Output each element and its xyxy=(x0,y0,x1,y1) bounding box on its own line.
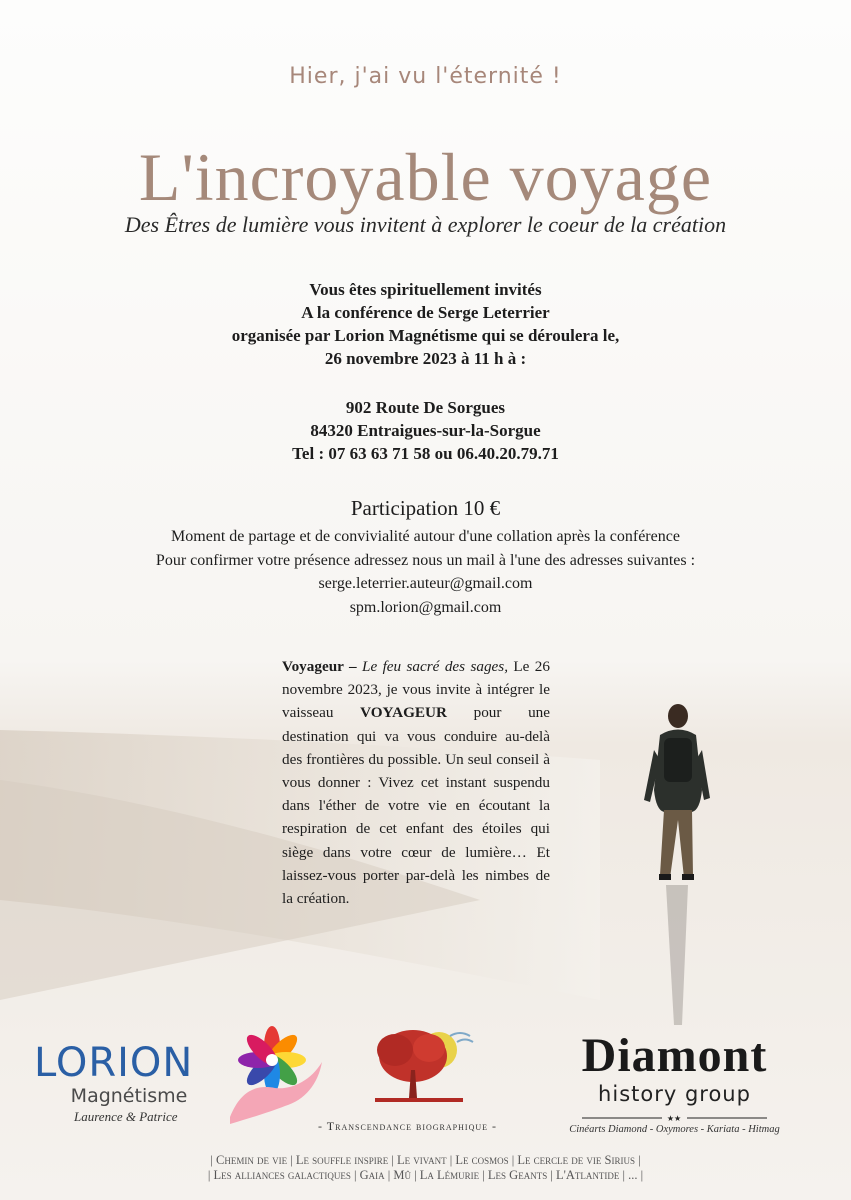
address-line: 902 Route De Sorgues xyxy=(345,398,506,417)
address-block xyxy=(0,396,851,465)
page-title: L'incroyable voyage xyxy=(138,139,713,215)
invitation-line: A la conférence de Serge Leterrier xyxy=(301,303,550,322)
email-link[interactable]: serge.leterrier.auteur@gmail.com xyxy=(318,575,533,592)
story-paragraph xyxy=(282,655,550,910)
lorion-names: Laurence & Patrice xyxy=(74,1109,178,1124)
divider-stars-icon xyxy=(582,1114,767,1122)
lorion-wordmark: LORION xyxy=(34,1040,194,1086)
story-vessel: VOYAGEUR xyxy=(360,704,447,722)
magnetisme-wordmark: Magnétisme xyxy=(70,1085,188,1107)
lorion-logo xyxy=(34,1042,224,1125)
diamont-logo xyxy=(552,1030,797,1135)
details-block xyxy=(0,525,851,619)
invitation-line: 26 novembre 2023 à 11 h à : xyxy=(324,349,527,368)
invitation-line: organisée par Lorion Magnétisme qui se déroulera le, xyxy=(231,326,620,345)
participation-price: Participation 10 € xyxy=(350,496,501,520)
address-line: 84320 Entraigues-sur-la-Sorgue xyxy=(310,421,541,440)
walker-figure xyxy=(630,700,730,1030)
svg-text:★★: ★★ xyxy=(666,1114,682,1122)
phone-line: Tel : 07 63 63 71 58 ou 06.40.20.79.71 xyxy=(292,444,559,463)
story-lead-italic: Le feu sacré des sages, xyxy=(362,658,508,675)
subtitle: Des Êtres de lumière vous invitent à explorer le coeur de la création xyxy=(124,212,727,237)
tree-logo-icon xyxy=(365,1022,480,1107)
email-link[interactable]: spm.lorion@gmail.com xyxy=(349,598,502,616)
partners-list: Cinéarts Diamond - Oxymores - Kariata - Hitmag xyxy=(569,1124,780,1135)
history-group-wordmark: history group xyxy=(598,1082,751,1106)
details-line: Moment de partage et de convivialité autour d'une collation après la conférence xyxy=(171,528,680,545)
diamont-wordmark: Diamont xyxy=(581,1029,768,1082)
flower-hand-icon xyxy=(230,1022,325,1127)
tags-line: | Les alliances galactiques | Gaia | Mû | La Lémurie | Les Geants | L'Atlantide | ... | xyxy=(207,1168,644,1182)
story-lead: Voyageur – xyxy=(282,658,357,675)
tagline: Hier, j'ai vu l'éternité ! xyxy=(289,64,562,89)
footer-caption: - Transcendance biographique - xyxy=(318,1119,497,1133)
details-line: Pour confirmer votre présence adressez nous un mail à l'une des adresses suivantes : xyxy=(155,551,696,569)
invitation-block xyxy=(0,278,851,370)
tags-line: | Chemin de vie | Le souffle inspire | Le vivant | Le cosmos | Le cercle de vie Sirius | xyxy=(210,1153,641,1167)
story-text: pour une destination qui va vous conduire au-delà des frontières du possible. Un seul conseil à vous donner : Vivez cet instant suspendu dans l'éther de votre vie en écoutant la respiration de cet enfant des étoiles qui siège dans votre cœur de lumière… Et laissez-vous porter par-delà les nimbes de la création. xyxy=(282,704,550,908)
invitation-line: Vous êtes spirituellement invités xyxy=(309,280,542,299)
story-text: Le 26 novembre 2023, je vous invite à intégrer le vaisseau xyxy=(282,658,550,722)
